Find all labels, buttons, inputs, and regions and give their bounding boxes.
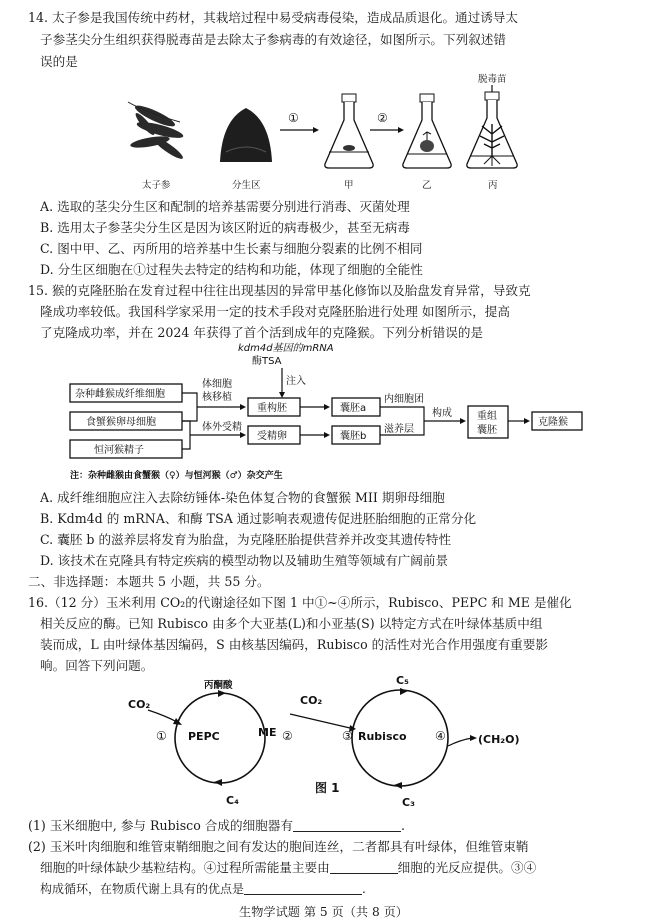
icm-label: 内细胞团: [384, 394, 424, 405]
q16-sub1: (1) 玉米细胞中, 参与 Rubisco 合成的细胞器有 .: [28, 818, 405, 833]
flask-yi: [403, 94, 451, 168]
form-label: 构成: [432, 408, 452, 419]
recon-label-1: 重组: [477, 411, 497, 422]
q16-sub2-line-1: (2) 玉米叶肉细胞和维管束鞘细胞之间有发达的胞间连丝，二者都具有叶绿体，但维管束鞘: [28, 839, 529, 854]
q16-sub2-line-2: [40, 860, 536, 876]
c5-label: C₅: [396, 676, 409, 687]
box-oocyte-label: 食蟹猴卵母细胞: [86, 417, 156, 428]
q16-stem-line-2: 相关反应的酶。已知 Rubisco 由多个大亚基(L)和小亚基(S) 以特定方式在叶绿体基质中组: [40, 616, 543, 631]
pepc-label: PEPC: [188, 730, 220, 743]
label-yi: 乙: [422, 180, 432, 191]
q15-stem-line-3: 了克隆成功率，并在 2024 年获得了首个活到成年的克隆猴。下列分析错误的是: [40, 325, 484, 340]
q15-option-a: A. 成纤维细胞应注入去除纺锤体-染色体复合物的食蟹猴 MII 期卵母细胞: [40, 490, 445, 505]
box-clone-monkey-label: 克隆猴: [538, 417, 568, 428]
step-2-marker: ②: [282, 729, 293, 743]
kdm4d-mrna-label: kdm4d基因的mRNA: [238, 343, 334, 354]
page-footer: 生物学试题 第 5 页（共 8 页）: [239, 905, 408, 919]
box-blastocyst-b-label: 囊胚b: [340, 431, 367, 442]
q14-option-a: A. 选取的茎尖分生区和配制的培养基需要分别进行消毒、灭菌处理: [40, 199, 410, 214]
q14-option-b: B. 选用太子参茎尖分生区是因为该区附近的病毒极少，甚至无病毒: [40, 220, 410, 235]
q15-stem-line-2: 隆成功率较低。我国科学家采用一定的技术手段对克隆胚胎进行处理 如图所示，提高: [40, 304, 510, 319]
q16-sub1-text: (1) 玉米细胞中, 参与 Rubisco 合成的细胞器有: [28, 818, 293, 833]
taizishen-roots-illustration: [128, 102, 185, 162]
flask-jia: [325, 94, 373, 168]
ivf-label: 体外受精: [202, 422, 242, 433]
me-label: ME: [258, 726, 277, 739]
co2-mid-label: CO₂: [300, 694, 323, 707]
step-4-marker: ④: [435, 729, 446, 743]
label-bing: 丙: [488, 180, 498, 191]
section-2-heading: 二、非选择题：本题共 5 小题，共 55 分。: [28, 574, 270, 589]
q14-option-d: D. 分生区细胞在①过程失去特定的结构和功能，体现了细胞的全能性: [40, 262, 423, 277]
q14-option-c: C. 图中甲、乙、丙所用的培养基中生长素与细胞分裂素的比例不相同: [40, 241, 423, 256]
box-reconstructed-embryo-label: 重构胚: [257, 403, 287, 414]
nt-label-1: 体细胞: [202, 379, 232, 390]
figure-1-caption: 图 1: [315, 781, 340, 795]
inject-label: 注入: [286, 376, 306, 387]
q14-stem-line-1: 14. 太子参是我国传统中药材，其栽培过程中易受病毒侵染，造成品质退化。通过诱导太: [28, 10, 519, 25]
co2-left-label: CO₂: [128, 698, 151, 711]
q14-stem-line-2: 子参茎尖分生组织获得脱毒苗是去除太子参病毒的有效途径，如图所示。下列叙述错: [40, 32, 506, 47]
q16-stem-line-1: 16.（12 分）玉米利用 CO₂的代谢途径如下图 1 中①~④所示，Rubisco、PEPC 和 ME 是催化: [28, 595, 572, 610]
q14-figure: [120, 72, 540, 196]
answer-blank-3[interactable]: [244, 882, 362, 895]
recon-label-2: 囊胚: [477, 425, 497, 436]
box-hybrid-fibroblast-label: 杂种雌猴成纤维细胞: [75, 389, 165, 400]
q15-flow-diagram: [62, 340, 602, 488]
flask-bing: [467, 92, 517, 168]
q15-figure-note: 注：杂种雌猴由食蟹猴（♀）与恒河猴（♂）杂交产生: [70, 471, 283, 481]
q16-sub2-line-2-text: 细胞的叶绿体缺少基粒结构。④过程所需能量主要由: [40, 860, 330, 875]
box-sperm-label: 恒河猴精子: [94, 445, 144, 456]
step-1-label: ①: [288, 111, 299, 125]
box-zygote-label: 受精卵: [257, 431, 287, 442]
label-taizishen: 太子参: [142, 180, 171, 191]
tsa-label: 酶TSA: [252, 356, 282, 367]
q16-sub2-line-2-tail: 细胞的光反应提供。③④: [397, 860, 537, 875]
q16-sub2-line-3-text: 构成循环，在物质代谢上具有的优点是: [40, 882, 245, 896]
label-meristem: 分生区: [232, 180, 261, 191]
step-3-marker: ③: [342, 729, 353, 743]
q16-stem-line-4: 响。回答下列问题。: [40, 658, 154, 673]
rubisco-label: Rubisco: [358, 730, 407, 743]
answer-blank-2[interactable]: [330, 861, 398, 874]
q14-stem-line-3: 误的是: [40, 54, 78, 69]
q15-option-b: B. Kdm4d 的 mRNA、和酶 TSA 通过影响表观遗传促进胚胎细胞的正常分化: [40, 511, 477, 526]
answer-blank-1[interactable]: [293, 819, 401, 832]
trophoblast-label: 滋养层: [384, 424, 414, 435]
q16-stem-line-3: 装而成，L 由叶绿体基因编码，S 由核基因编码，Rubisco 的活性对光合作用强度有重要影: [40, 637, 548, 652]
q15-stem-line-1: 15. 猴的克隆胚胎在发育过程中往往出现基因的异常甲基化修饰以及胎盘发育异常，导致克: [28, 283, 531, 298]
step-2-label: ②: [377, 111, 388, 125]
c4-label: C₄: [226, 794, 239, 807]
q15-option-d: D. 该技术在克隆具有特定疾病的模型动物以及辅助生殖等领域有广阔前景: [40, 553, 449, 568]
meristem-illustration: [220, 108, 272, 162]
q16-sub2-line-3: 构成循环，在物质代谢上具有的优点是 .: [40, 882, 366, 896]
c3-label: C₃: [402, 796, 415, 809]
q16-figure-1: [110, 676, 550, 816]
pyruvate-label: 丙酮酸: [204, 680, 233, 691]
box-blastocyst-a-label: 囊胚a: [340, 403, 367, 414]
nt-label-2: 核移植: [202, 392, 232, 403]
detox-seedling-label: 脱毒苗: [478, 74, 507, 85]
ch2o-label: (CH₂O): [478, 733, 520, 746]
q15-option-c: C. 囊胚 b 的滋养层将发育为胎盘，为克隆胚胎提供营养并改变其遗传特性: [40, 532, 452, 547]
label-jia: 甲: [344, 180, 354, 191]
step-1-marker: ①: [156, 729, 167, 743]
